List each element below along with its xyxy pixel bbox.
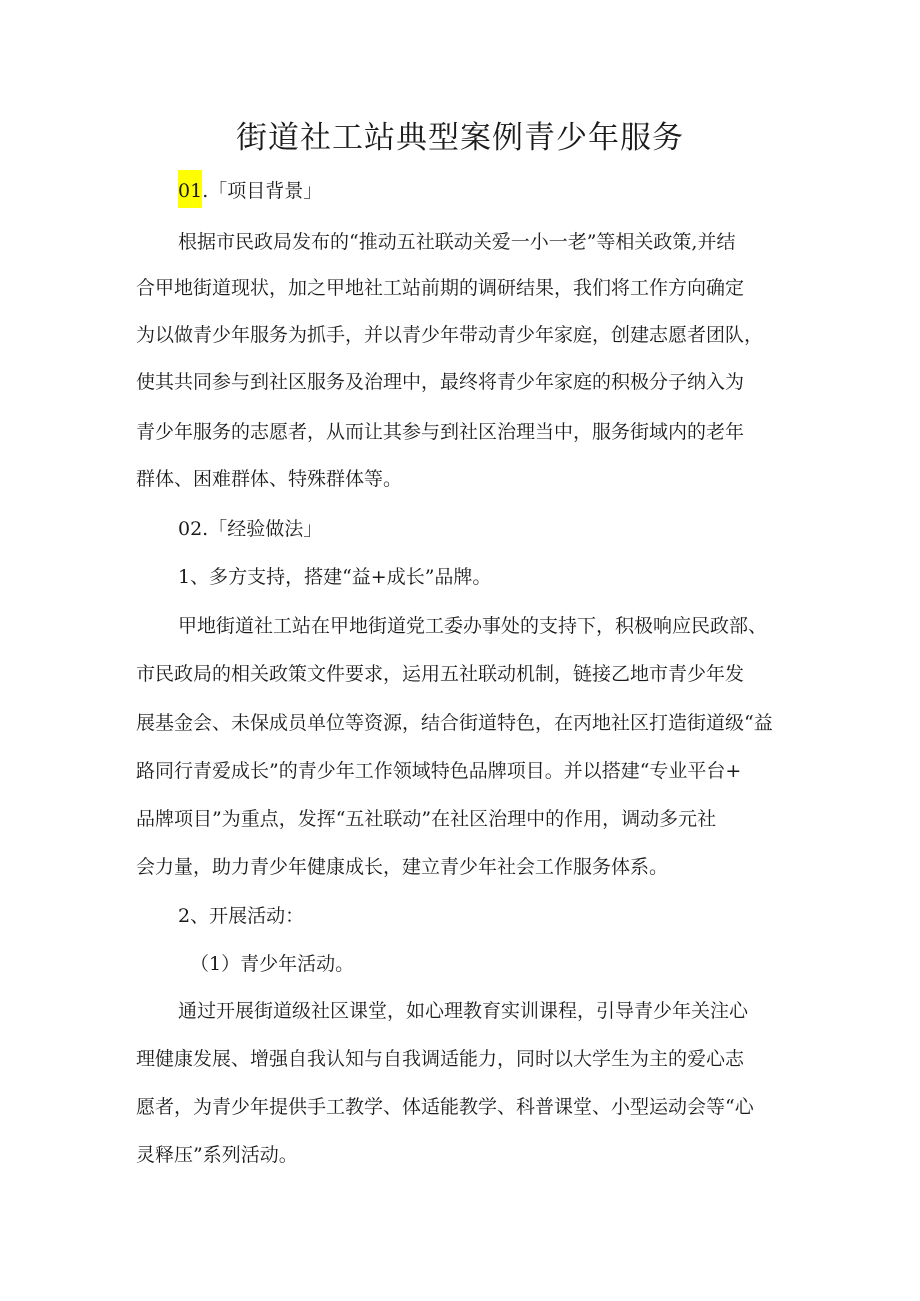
paragraph-line: 市民政局的相关政策文件要求，运用五社联动机制，链接乙地市青少年发	[136, 663, 745, 685]
paragraph-line: 合甲地街道现状，加之甲地社工站前期的调研结果，我们将工作方向确定	[136, 277, 745, 299]
paragraph-line: 展基金会、未保成员单位等资源，结合街道特色，在丙地社区打造街道级“益	[136, 712, 773, 734]
section-heading-background	[178, 177, 322, 205]
paragraph-line: 青少年服务的志愿者，从而让其参与到社区治理当中，服务街域内的老年	[136, 421, 745, 443]
paragraph-line: 通过开展街道级社区课堂，如心理教育实训课程，引导青少年关注心	[178, 1000, 749, 1022]
paragraph-line: 理健康发展、增强自我认知与自我调适能力，同时以大学生为主的爱心志	[136, 1048, 745, 1070]
paragraph-line: 路同行青爱成长”的青少年工作领域特色品牌项目。并以搭建“专业平台+	[136, 760, 742, 782]
section-number: 02.	[178, 518, 209, 540]
paragraph-line: 根据市民政局发布的“推动五社联动关爱一小一老”等相关政策,并结	[178, 231, 736, 253]
section-heading-label: 「经验做法」	[208, 518, 323, 540]
sub-item-heading: （1）青少年活动。	[190, 953, 355, 975]
item-heading: 1、多方支持，搭建“益+成长”品牌。	[178, 566, 492, 588]
paragraph-line: 使其共同参与到社区服务及治理中，最终将青少年家庭的积极分子纳入为	[136, 371, 745, 393]
paragraph-line: 品牌项目”为重点，发挥“五社联动”在社区治理中的作用，调动多元社	[136, 808, 717, 830]
paragraph-line: 为以做青少年服务为抓手，并以青少年带动青少年家庭，创建志愿者团队，	[136, 324, 764, 346]
item-heading: 2、开展活动：	[178, 905, 305, 927]
paragraph-line: 愿者，为青少年提供手工教学、体适能教学、科普课堂、小型运动会等“心	[136, 1096, 754, 1118]
section-number-rest: .	[202, 180, 209, 202]
paragraph-line: 甲地街道社工站在甲地街道党工委办事处的支持下，积极响应民政部、	[178, 615, 768, 637]
section-heading-label: 「项目背景」	[208, 180, 323, 202]
paragraph-line: 群体、困难群体、特殊群体等。	[136, 468, 403, 490]
paragraph-line: 会力量，助力青少年健康成长，建立青少年社会工作服务体系。	[136, 856, 669, 878]
document-title: 街道社工站典型案例青少年服务	[236, 120, 684, 156]
paragraph-line: 灵释压”系列活动。	[136, 1144, 298, 1166]
highlight-mark: 01	[178, 170, 202, 208]
section-heading-methods	[178, 515, 322, 543]
